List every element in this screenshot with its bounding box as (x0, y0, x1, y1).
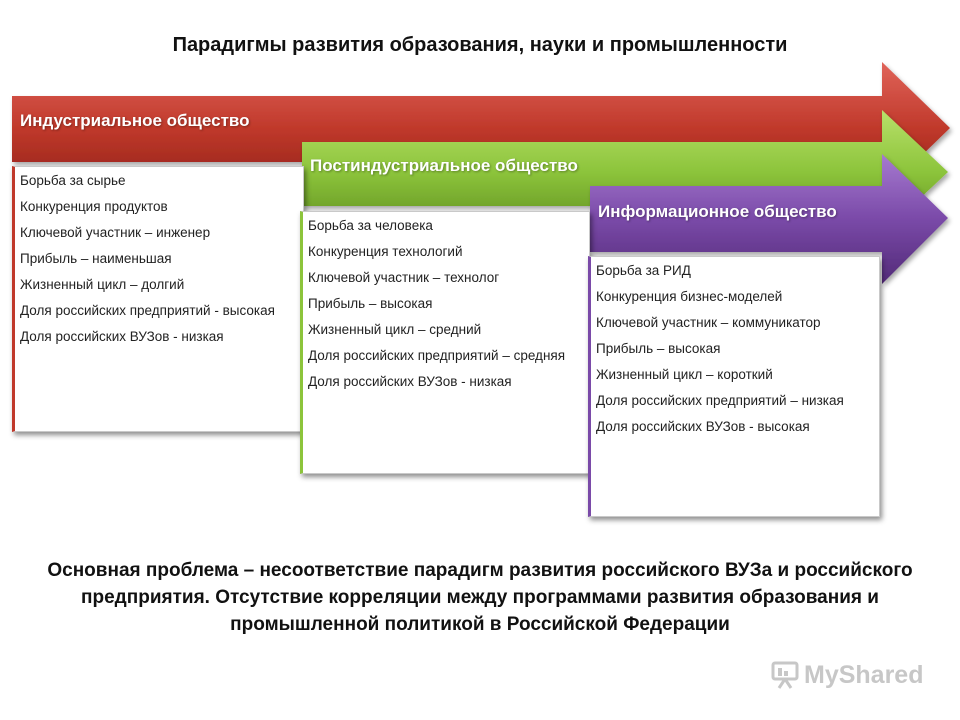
arrow-label-informational: Информационное общество (598, 202, 837, 221)
column-box-informational (588, 256, 880, 517)
list-item: Конкуренция бизнес-моделей (596, 289, 783, 304)
presentation-icon (770, 660, 800, 690)
list-item: Прибыль – наименьшая (20, 251, 172, 266)
watermark-logo (770, 658, 923, 692)
list-item: Конкуренция продуктов (20, 199, 168, 214)
watermark-text: MyShared (804, 660, 924, 689)
list-item: Борьба за человека (308, 218, 433, 233)
list-item: Жизненный цикл – долгий (20, 277, 185, 292)
page-title: Парадигмы развития образования, науки и промышленности (172, 34, 788, 56)
list-item: Борьба за сырье (20, 173, 126, 188)
conclusion-text: Основная проблема – несоответствие парадигм развития российского ВУЗа и российского предприятия. Отсутствие корреляции между программами развития образования и промышленной политикой в Российской Федерации (47, 560, 913, 635)
list-item: Доля российских ВУЗов - высокая (596, 419, 810, 434)
list-item: Борьба за РИД (596, 263, 691, 278)
column-box-industrial (12, 166, 304, 432)
list-item: Ключевой участник – инженер (20, 225, 211, 240)
arrow-label-postindustrial: Постиндустриальное общество (310, 156, 578, 175)
list-item: Доля российских ВУЗов - низкая (20, 329, 224, 344)
list-item: Жизненный цикл – короткий (596, 367, 773, 382)
list-item: Конкуренция технологий (308, 244, 463, 259)
list-item: Ключевой участник – технолог (308, 270, 500, 285)
list-item: Прибыль – высокая (596, 341, 721, 356)
list-item: Доля российских предприятий - высокая (20, 303, 275, 318)
list-item: Доля российских ВУЗов - низкая (308, 374, 512, 389)
list-item: Доля российских предприятий – средняя (308, 348, 566, 363)
list-item: Жизненный цикл – средний (308, 322, 482, 337)
column-box-postindustrial (300, 211, 590, 474)
list-item: Доля российских предприятий – низкая (596, 393, 844, 408)
list-item: Прибыль – высокая (308, 296, 433, 311)
list-item: Ключевой участник – коммуникатор (596, 315, 821, 330)
arrow-label-industrial: Индустриальное общество (20, 111, 250, 130)
